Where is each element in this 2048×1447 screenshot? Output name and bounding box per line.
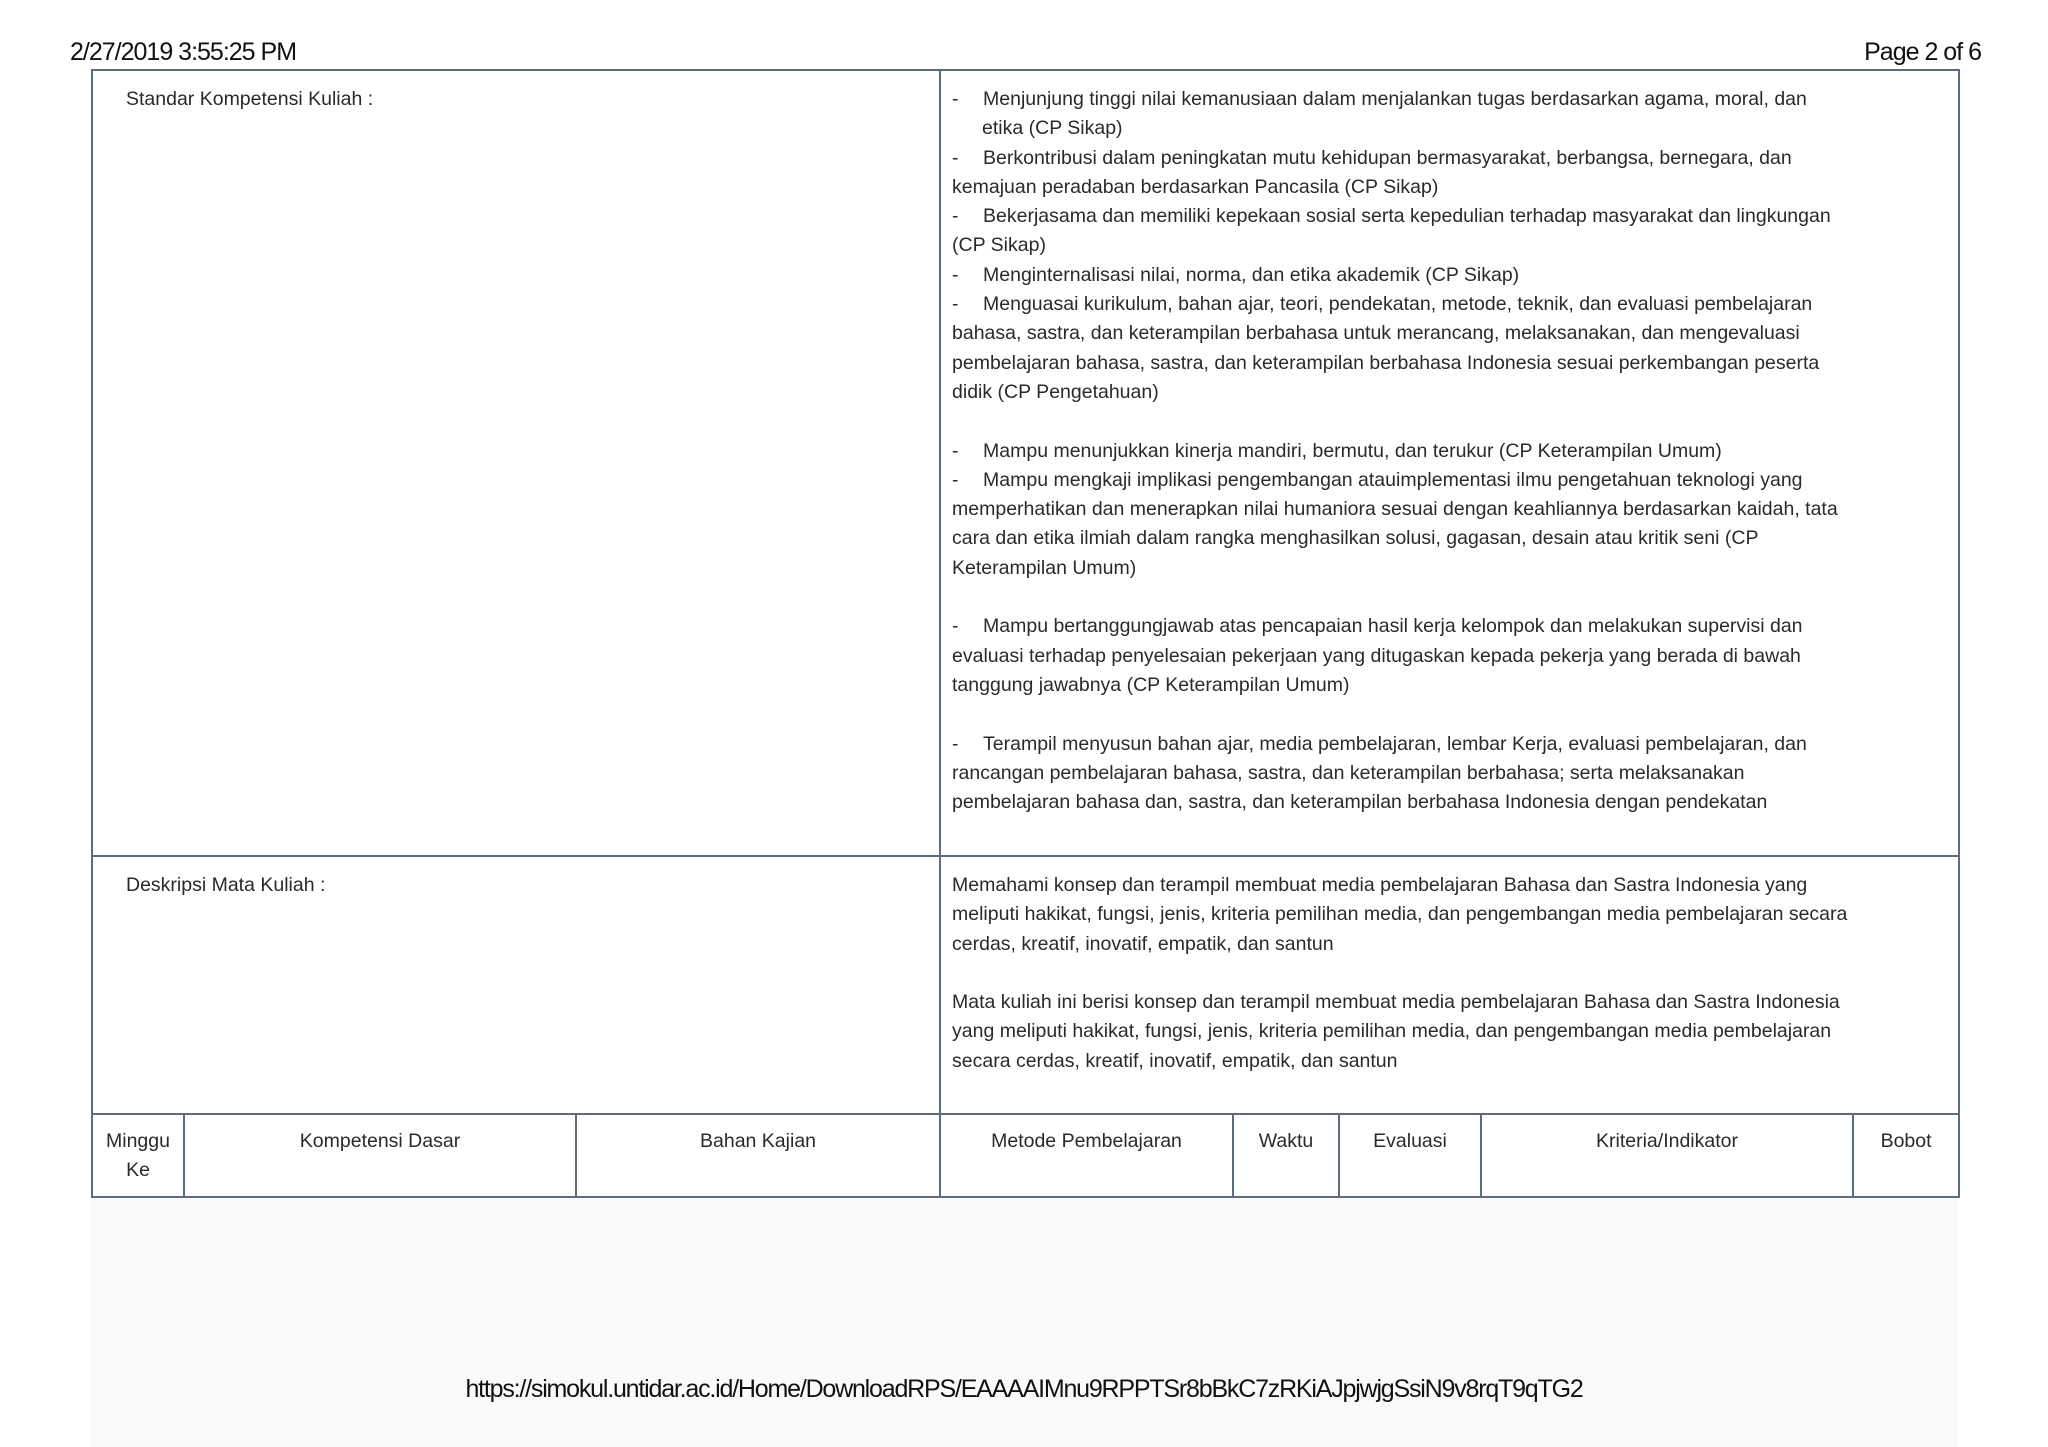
competency-item [952,85,1848,144]
print-timestamp: 2/27/2019 3:55:25 PM [70,38,297,66]
deskripsi-content [940,856,1959,1114]
print-header [70,38,1981,72]
list-dash: - [952,615,959,638]
competency-text: Berkontribusi dalam peningkatan mutu kehidupan bermasyarakat, berbangsa, bernegara, dan kemajuan peradaban berdasarkan Pancasila (CP Sikap) [952,146,1792,198]
list-dash: - [952,293,959,316]
list-dash: - [952,146,959,169]
competency-text: Bekerjasama dan memiliki kepekaan sosial serta kepedulian terhadap masyarakat dan lingkungan (CP Sikap) [952,205,1831,257]
list-dash: - [952,205,959,228]
competency-item [952,612,1848,700]
deskripsi-row [92,856,1959,1114]
competency-item [952,144,1848,203]
header-metode-pembelajaran: Metode Pembelajaran [940,1114,1233,1197]
competency-item [952,202,1848,261]
list-dash: - [952,263,959,286]
standar-kompetensi-row [92,70,1959,856]
standar-kompetensi-content [940,70,1959,856]
list-dash: - [952,88,959,110]
header-bahan-kajian: Bahan Kajian [576,1114,940,1197]
competency-text: Terampil menyusun bahan ajar, media pembelajaran, lembar Kerja, evaluasi pembelajaran, dan rancangan pembelajaran bahasa, sastra, dan keterampilan berbahasa; serta melaksanakan pembelajaran bahasa dan, sastra, dan keterampilan berbahasa Indonesia dengan pendekatan [952,732,1807,814]
competency-text: Mampu mengkaji implikasi pengembangan atauimplementasi ilmu pengetahuan teknologi yang memperhatikan dan menerapkan nilai humaniora sesuai dengan keahliannya berdasarkan kaidah, tata cara dan etika ilmiah dalam rangka menghasilkan solusi, gagasan, desain atau kritik seni (CP Keterampilan Umum) [952,468,1838,579]
competency-text: Mampu bertanggungjawab atas pencapaian hasil kerja kelompok dan melakukan supervisi dan evaluasi terhadap penyelesaian pekerjaan yang ditugaskan kepada pekerja yang berada di bawah tanggung jawabnya (CP Keterampilan Umum) [952,615,1803,696]
description-paragraph: Memahami konsep dan terampil membuat media pembelajaran Bahasa dan Sastra Indonesia yang meliputi hakikat, fungsi, jenis, kriteria pemilihan media, dan pengembangan media pembelajaran secara cerdas, kreatif, inovatif, empatik, dan santun [952,874,1848,955]
header-minggu-ke: Minggu Ke [92,1114,184,1197]
competency-item [952,730,1848,818]
list-dash: - [952,732,959,755]
list-dash: - [952,439,959,462]
competency-item [952,437,1848,466]
list-spacer [952,583,1848,612]
page-indicator: Page 2 of 6 [1864,38,1981,66]
list-spacer [952,407,1848,436]
description-paragraph: Mata kuliah ini berisi konsep dan terampil membuat media pembelajaran Bahasa dan Sastra Indonesia yang meliputi hakikat, fungsi, jenis, kriteria pemilihan media, dan pengembangan media pembelajaran secara cerdas, kreatif, inovatif, empatik, dan santun [952,991,1840,1072]
deskripsi-label: Deskripsi Mata Kuliah : [92,856,940,1114]
header-kompetensi-dasar: Kompetensi Dasar [184,1114,576,1197]
schedule-header-row [92,1114,1959,1197]
standar-kompetensi-label: Standar Kompetensi Kuliah : [92,70,940,856]
header-kriteria-indikator: Kriteria/Indikator [1481,1114,1853,1197]
list-spacer [952,700,1848,729]
header-bobot: Bobot [1853,1114,1959,1197]
competency-text: Menjunjung tinggi nilai kemanusiaan dalam menjalankan tugas berdasarkan agama, moral, dan etika (CP Sikap) [982,88,1807,140]
header-evaluasi: Evaluasi [1339,1114,1481,1197]
page-background-area [91,1196,1958,1447]
competency-text: Menginternalisasi nilai, norma, dan etika akademik (CP Sikap) [983,263,1520,286]
header-waktu: Waktu [1233,1114,1339,1197]
competency-item [952,466,1848,583]
footer-url[interactable]: https://simokul.untidar.ac.id/Home/DownloadRPS/EAAAAIMnu9RPPTSr8bBkC7zRKiAJpjwjgSsiN9v8rqT9qTG2 [465,1375,1583,1403]
competency-text: Mampu menunjukkan kinerja mandiri, bermutu, dan terukur (CP Keterampilan Umum) [983,439,1722,462]
competency-text: Menguasai kurikulum, bahan ajar, teori, pendekatan, metode, teknik, dan evaluasi pembelajaran bahasa, sastra, dan keterampilan berbahasa untuk merancang, melaksanakan, dan mengevaluasi pembelajaran bahasa, sastra, dan keterampilan berbahasa Indonesia sesuai perkembangan peserta didik (CP Pengetahuan) [952,293,1820,403]
list-dash: - [952,468,959,491]
competency-item [952,261,1848,290]
rps-table [91,69,1960,1198]
competency-item [952,290,1848,407]
